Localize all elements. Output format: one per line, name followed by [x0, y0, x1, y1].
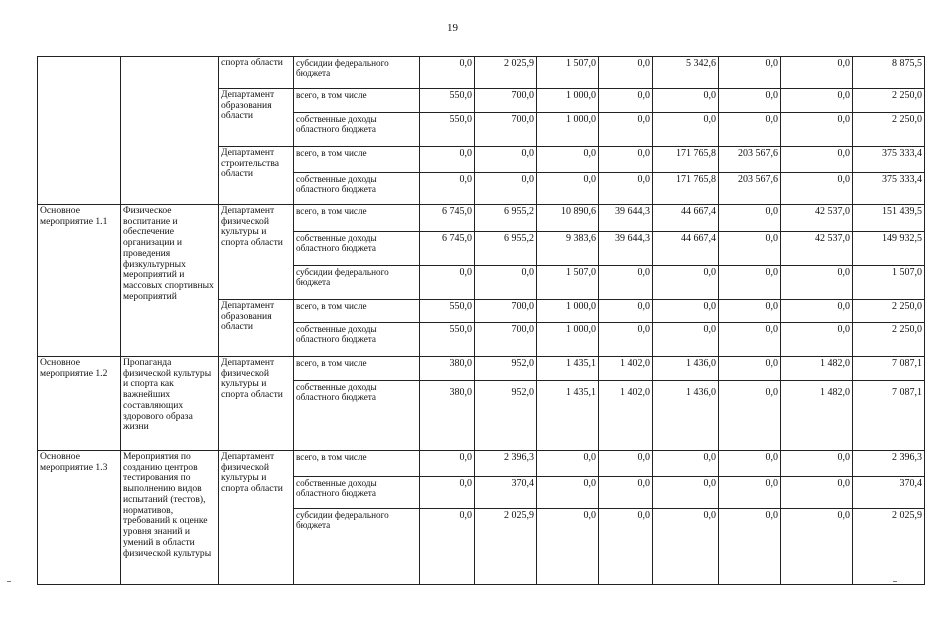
funding-source-cell: собственные доходы областного бюджета: [294, 477, 420, 509]
value-cell: 0,0: [653, 477, 719, 509]
value-cell: 2 250,0: [853, 89, 925, 113]
value-cell: 1 482,0: [781, 357, 853, 381]
value-cell: 6 955,2: [475, 232, 537, 266]
funding-source-cell: субсидии федерального бюджета: [294, 57, 420, 89]
value-cell: 0,0: [420, 57, 475, 89]
value-cell: 0,0: [420, 266, 475, 300]
value-cell: 1 507,0: [537, 266, 599, 300]
value-cell: 0,0: [719, 89, 781, 113]
value-cell: 6 745,0: [420, 205, 475, 232]
funding-source-cell: собственные доходы областного бюджета: [294, 173, 420, 205]
value-cell: 0,0: [537, 477, 599, 509]
value-cell: 0,0: [719, 113, 781, 147]
value-cell: 550,0: [420, 113, 475, 147]
activity-name-cell: Пропаганда физической культуры и спорта как важнейших составляющих здорового образа жизни: [121, 357, 219, 451]
value-cell: 0,0: [781, 323, 853, 357]
funding-source-cell: всего, в том числе: [294, 205, 420, 232]
value-cell: 2 025,9: [475, 509, 537, 585]
value-cell: 0,0: [653, 89, 719, 113]
value-cell: 0,0: [599, 57, 653, 89]
value-cell: 0,0: [475, 173, 537, 205]
value-cell: 700,0: [475, 300, 537, 323]
scan-mark: [7, 581, 11, 582]
activity-name-cell: Физическое воспитание и обеспечение организации и проведения физкультурных мероприятий и массовых спортивных мероприятий: [121, 205, 219, 357]
value-cell: 952,0: [475, 357, 537, 381]
value-cell: 0,0: [719, 323, 781, 357]
executor-cell: Департамент образования области: [219, 89, 294, 147]
value-cell: 39 644,3: [599, 232, 653, 266]
value-cell: 0,0: [781, 89, 853, 113]
value-cell: 0,0: [719, 266, 781, 300]
value-cell: 1 507,0: [537, 57, 599, 89]
value-cell: 0,0: [781, 57, 853, 89]
table-row: [38, 205, 925, 232]
value-cell: 6 955,2: [475, 205, 537, 232]
value-cell: 9 383,6: [537, 232, 599, 266]
funding-source-cell: субсидии федерального бюджета: [294, 266, 420, 300]
value-cell: 8 875,5: [853, 57, 925, 89]
value-cell: 0,0: [719, 357, 781, 381]
funding-source-cell: всего, в том числе: [294, 357, 420, 381]
activity-code-cell: Основное мероприятие 1.1: [38, 205, 121, 357]
value-cell: 0,0: [719, 509, 781, 585]
value-cell: 380,0: [420, 381, 475, 451]
funding-source-cell: собственные доходы областного бюджета: [294, 381, 420, 451]
value-cell: 203 567,6: [719, 147, 781, 173]
activity-code-cell: Основное мероприятие 1.2: [38, 357, 121, 451]
executor-cell: спорта области: [219, 57, 294, 89]
value-cell: 0,0: [420, 451, 475, 477]
value-cell: 0,0: [420, 509, 475, 585]
value-cell: 1 507,0: [853, 266, 925, 300]
value-cell: 1 435,1: [537, 381, 599, 451]
value-cell: 0,0: [420, 173, 475, 205]
value-cell: 375 333,4: [853, 173, 925, 205]
value-cell: 0,0: [719, 57, 781, 89]
value-cell: 2 025,9: [853, 509, 925, 585]
page-number: 19: [447, 22, 458, 34]
value-cell: 171 765,8: [653, 147, 719, 173]
executor-cell: Департамент строительства области: [219, 147, 294, 205]
value-cell: 5 342,6: [653, 57, 719, 89]
executor-cell: Департамент физической культуры и спорта области: [219, 205, 294, 300]
value-cell: 39 644,3: [599, 205, 653, 232]
value-cell: 0,0: [537, 147, 599, 173]
value-cell: 0,0: [653, 323, 719, 357]
value-cell: 0,0: [653, 509, 719, 585]
table-row: [38, 451, 925, 477]
funding-source-cell: всего, в том числе: [294, 89, 420, 113]
value-cell: 2 250,0: [853, 113, 925, 147]
value-cell: 0,0: [781, 509, 853, 585]
table-row: [38, 57, 925, 89]
value-cell: 0,0: [653, 266, 719, 300]
value-cell: 0,0: [781, 113, 853, 147]
value-cell: 0,0: [781, 266, 853, 300]
value-cell: 149 932,5: [853, 232, 925, 266]
value-cell: 42 537,0: [781, 232, 853, 266]
value-cell: 0,0: [719, 205, 781, 232]
value-cell: 0,0: [781, 173, 853, 205]
value-cell: 44 667,4: [653, 232, 719, 266]
value-cell: 1 436,0: [653, 357, 719, 381]
value-cell: 550,0: [420, 89, 475, 113]
executor-cell: Департамент образования области: [219, 300, 294, 357]
value-cell: 700,0: [475, 323, 537, 357]
value-cell: 2 250,0: [853, 300, 925, 323]
value-cell: 0,0: [719, 232, 781, 266]
value-cell: 0,0: [599, 266, 653, 300]
value-cell: 6 745,0: [420, 232, 475, 266]
funding-source-cell: всего, в том числе: [294, 147, 420, 173]
activity-name-cell: [121, 57, 219, 205]
budget-table: [37, 56, 925, 585]
value-cell: 0,0: [599, 113, 653, 147]
value-cell: 1 402,0: [599, 357, 653, 381]
value-cell: 0,0: [420, 477, 475, 509]
value-cell: 1 000,0: [537, 323, 599, 357]
activity-code-cell: [38, 57, 121, 205]
value-cell: 0,0: [599, 89, 653, 113]
value-cell: 952,0: [475, 381, 537, 451]
value-cell: 7 087,1: [853, 381, 925, 451]
value-cell: 0,0: [537, 509, 599, 585]
value-cell: 0,0: [719, 381, 781, 451]
value-cell: 0,0: [719, 451, 781, 477]
value-cell: 380,0: [420, 357, 475, 381]
value-cell: 375 333,4: [853, 147, 925, 173]
value-cell: 0,0: [537, 173, 599, 205]
activity-name-cell: Мероприятия по созданию центров тестирования по выполнению видов испытаний (тестов), нормативов, требований к оценке уровня знаний и умений в области физической культуры: [121, 451, 219, 585]
activity-code-cell: Основное мероприятие 1.3: [38, 451, 121, 585]
value-cell: 42 537,0: [781, 205, 853, 232]
value-cell: 550,0: [420, 300, 475, 323]
value-cell: 1 000,0: [537, 89, 599, 113]
value-cell: 0,0: [719, 477, 781, 509]
value-cell: 1 000,0: [537, 113, 599, 147]
value-cell: 2 396,3: [853, 451, 925, 477]
value-cell: 171 765,8: [653, 173, 719, 205]
value-cell: 1 000,0: [537, 300, 599, 323]
value-cell: 203 567,6: [719, 173, 781, 205]
scan-mark: [893, 581, 897, 582]
value-cell: 700,0: [475, 113, 537, 147]
value-cell: 0,0: [599, 451, 653, 477]
value-cell: 1 482,0: [781, 381, 853, 451]
value-cell: 0,0: [599, 173, 653, 205]
funding-source-cell: субсидии федерального бюджета: [294, 509, 420, 585]
executor-cell: Департамент физической культуры и спорта области: [219, 451, 294, 585]
value-cell: 0,0: [653, 113, 719, 147]
value-cell: 0,0: [781, 451, 853, 477]
value-cell: 0,0: [599, 323, 653, 357]
funding-source-cell: собственные доходы областного бюджета: [294, 113, 420, 147]
funding-source-cell: всего, в том числе: [294, 300, 420, 323]
value-cell: 1 402,0: [599, 381, 653, 451]
value-cell: 0,0: [781, 300, 853, 323]
value-cell: 370,4: [853, 477, 925, 509]
value-cell: 0,0: [475, 147, 537, 173]
value-cell: 0,0: [599, 300, 653, 323]
funding-source-cell: собственные доходы областного бюджета: [294, 232, 420, 266]
value-cell: 370,4: [475, 477, 537, 509]
value-cell: 0,0: [599, 147, 653, 173]
value-cell: 0,0: [719, 300, 781, 323]
value-cell: 0,0: [475, 266, 537, 300]
value-cell: 0,0: [781, 477, 853, 509]
value-cell: 0,0: [599, 477, 653, 509]
value-cell: 151 439,5: [853, 205, 925, 232]
value-cell: 1 435,1: [537, 357, 599, 381]
value-cell: 7 087,1: [853, 357, 925, 381]
value-cell: 700,0: [475, 89, 537, 113]
value-cell: 2 396,3: [475, 451, 537, 477]
value-cell: 2 250,0: [853, 323, 925, 357]
value-cell: 0,0: [653, 451, 719, 477]
value-cell: 1 436,0: [653, 381, 719, 451]
value-cell: 44 667,4: [653, 205, 719, 232]
value-cell: 0,0: [781, 147, 853, 173]
funding-source-cell: всего, в том числе: [294, 451, 420, 477]
value-cell: 2 025,9: [475, 57, 537, 89]
table-row: [38, 357, 925, 381]
executor-cell: Департамент физической культуры и спорта области: [219, 357, 294, 451]
value-cell: 0,0: [420, 147, 475, 173]
value-cell: 0,0: [537, 451, 599, 477]
funding-source-cell: собственные доходы областного бюджета: [294, 323, 420, 357]
value-cell: 0,0: [599, 509, 653, 585]
value-cell: 550,0: [420, 323, 475, 357]
value-cell: 0,0: [653, 300, 719, 323]
value-cell: 10 890,6: [537, 205, 599, 232]
